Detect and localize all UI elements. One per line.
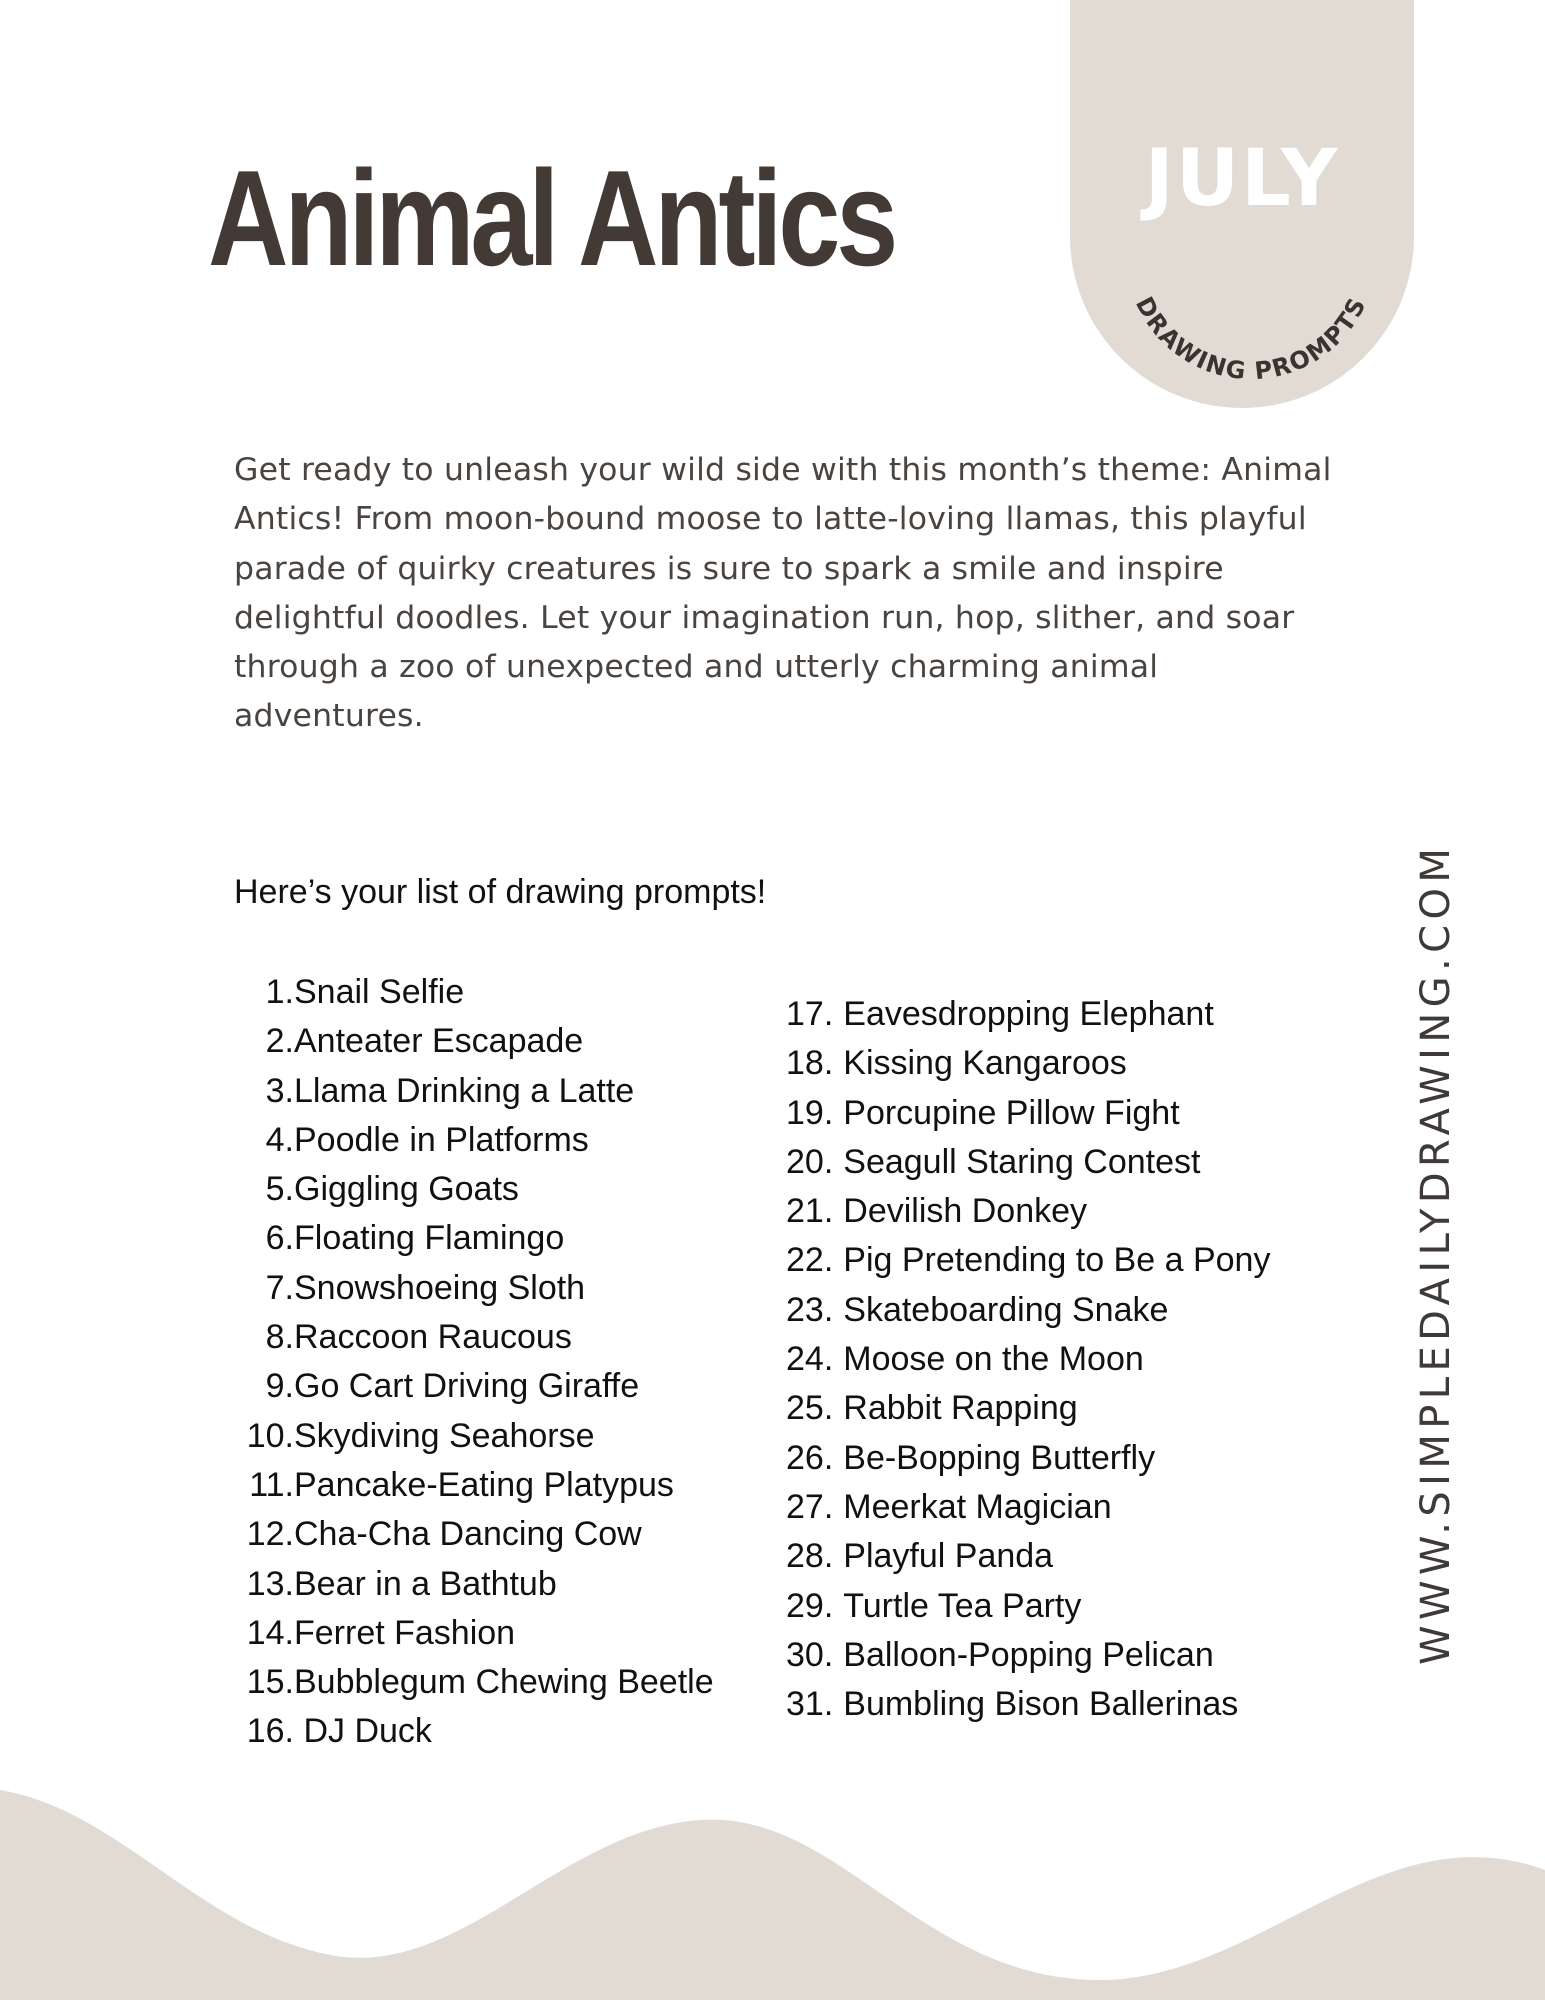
prompt-number: 15. — [246, 1663, 294, 1702]
list-item — [234, 1412, 714, 1461]
page-title: Animal Antics — [208, 142, 895, 294]
list-item — [234, 1362, 714, 1411]
decorative-wave — [0, 1780, 1545, 2000]
badge-arc-text — [1070, 0, 1414, 408]
list-item — [786, 1138, 1270, 1187]
prompt-number: 1. — [265, 973, 294, 1011]
svg-text:DRAWING PROMPTS — [1130, 292, 1372, 385]
list-item — [786, 1434, 1270, 1483]
prompt-number: 17. — [786, 995, 834, 1033]
prompt-number: 6. — [265, 1219, 294, 1258]
prompt-text: Pig Pretending to Be a Pony — [843, 1241, 1271, 1280]
prompt-number: 22. — [786, 1241, 834, 1280]
prompt-list-right — [786, 990, 1270, 1729]
prompt-text: Rabbit Rapping — [843, 1389, 1078, 1428]
prompt-number: 14. — [246, 1613, 294, 1652]
prompt-text: Llama Drinking a Latte — [294, 1071, 635, 1110]
prompt-text: Raccoon Raucous — [294, 1318, 572, 1357]
list-item — [234, 1067, 714, 1116]
list-item — [234, 1214, 714, 1263]
list-item — [786, 1532, 1270, 1581]
prompt-number: 30. — [786, 1635, 834, 1674]
list-item — [234, 1165, 714, 1214]
prompt-number: 16. — [246, 1712, 294, 1751]
list-item — [786, 1680, 1270, 1729]
list-item — [234, 1461, 714, 1510]
prompt-number: 29. — [786, 1586, 834, 1625]
prompt-number: 3. — [265, 1071, 294, 1110]
prompt-text: Moose on the Moon — [843, 1340, 1144, 1379]
prompt-text: DJ Duck — [294, 1712, 432, 1751]
list-item — [786, 1039, 1270, 1088]
prompt-text: Giggling Goats — [294, 1170, 519, 1209]
list-item — [786, 1236, 1270, 1285]
prompt-number: 27. — [786, 1487, 834, 1526]
list-item — [786, 1187, 1270, 1236]
prompt-number: 23. — [786, 1290, 834, 1329]
prompt-text: Skateboarding Snake — [843, 1290, 1169, 1329]
list-item — [234, 1017, 714, 1066]
list-item — [786, 1335, 1270, 1384]
list-item — [234, 1116, 714, 1165]
prompt-number: 4. — [265, 1120, 294, 1159]
prompt-number: 9. — [265, 1367, 294, 1406]
list-item — [786, 1089, 1270, 1138]
prompt-number: 25. — [786, 1389, 834, 1428]
list-item — [234, 1707, 714, 1756]
list-item — [234, 1609, 714, 1658]
prompt-text: Cha-Cha Dancing Cow — [294, 1515, 642, 1554]
prompt-number: 18. — [786, 1044, 834, 1083]
prompt-text: Ferret Fashion — [294, 1613, 516, 1652]
prompt-text: Be-Bopping Butterfly — [843, 1438, 1156, 1477]
prompt-text: Devilish Donkey — [843, 1192, 1088, 1231]
prompt-text: Playful Panda — [843, 1537, 1054, 1576]
prompt-number: 7. — [265, 1268, 294, 1307]
prompt-text: Floating Flamingo — [294, 1219, 565, 1258]
list-item — [234, 1264, 714, 1313]
prompt-text: Bear in a Bathtub — [294, 1564, 557, 1603]
badge-month: JULY — [1144, 134, 1340, 224]
prompt-text: Pancake-Eating Platypus — [294, 1465, 674, 1504]
prompt-number: 2. — [265, 1022, 294, 1061]
list-item — [786, 1286, 1270, 1335]
prompt-number: 10. — [246, 1416, 294, 1455]
list-item — [234, 968, 714, 1017]
prompt-text: Seagull Staring Contest — [843, 1142, 1201, 1181]
badge-subtitle: DRAWING PROMPTS — [1129, 292, 1373, 386]
prompt-number: 19. — [786, 1093, 834, 1132]
prompt-number: 26. — [786, 1438, 834, 1477]
prompt-text: Balloon-Popping Pelican — [843, 1635, 1214, 1674]
prompt-text: Bumbling Bison Ballerinas — [843, 1685, 1239, 1724]
website-url: WWW.SIMPLEDAILYDRAWING.COM — [1413, 842, 1459, 1665]
list-item — [234, 1510, 714, 1559]
list-item — [234, 1658, 714, 1707]
prompt-text: Bubblegum Chewing Beetle — [294, 1663, 714, 1702]
list-item — [786, 1631, 1270, 1680]
list-item — [786, 990, 1270, 1039]
prompt-number: 21. — [786, 1192, 834, 1231]
prompt-text: Go Cart Driving Giraffe — [294, 1367, 640, 1406]
prompt-text: Poodle in Platforms — [294, 1120, 589, 1159]
prompt-text: Skydiving Seahorse — [294, 1416, 595, 1455]
prompt-number: 5. — [265, 1170, 294, 1209]
prompt-text: Porcupine Pillow Fight — [843, 1093, 1180, 1132]
prompt-text: Snail Selfie — [294, 973, 465, 1011]
prompt-number: 31. — [786, 1685, 834, 1724]
prompt-number: 8. — [265, 1318, 294, 1357]
list-item — [786, 1483, 1270, 1532]
prompt-text: Kissing Kangaroos — [843, 1044, 1127, 1083]
list-item — [786, 1384, 1270, 1433]
prompt-list-left — [234, 968, 714, 1757]
prompt-text: Eavesdropping Elephant — [843, 995, 1214, 1033]
prompt-text: Turtle Tea Party — [843, 1586, 1082, 1625]
prompt-number: 11. — [249, 1465, 294, 1504]
list-item — [234, 1560, 714, 1609]
prompt-text: Meerkat Magician — [843, 1487, 1112, 1526]
prompt-number: 20. — [786, 1142, 834, 1181]
prompt-number: 28. — [786, 1537, 834, 1576]
list-item — [786, 1582, 1270, 1631]
prompt-number: 24. — [786, 1340, 834, 1379]
prompt-text: Snowshoeing Sloth — [294, 1268, 586, 1307]
prompt-number: 12. — [246, 1515, 294, 1554]
prompt-number: 13. — [246, 1564, 294, 1603]
month-badge — [1070, 0, 1414, 408]
prompt-text: Anteater Escapade — [294, 1022, 584, 1061]
list-item — [234, 1313, 714, 1362]
intro-paragraph: Get ready to unleash your wild side with this month’s theme: Animal Antics! From moon-bound moose to latte-loving llamas, this playful parade of quirky creatures is sure to spark a smile and inspire delightful doodles. Let your imagination run, hop, slither, and soar through a zoo of unexpected and utterly charming animal adventures. — [234, 452, 1332, 735]
list-heading: Here’s your list of drawing prompts! — [234, 873, 767, 911]
